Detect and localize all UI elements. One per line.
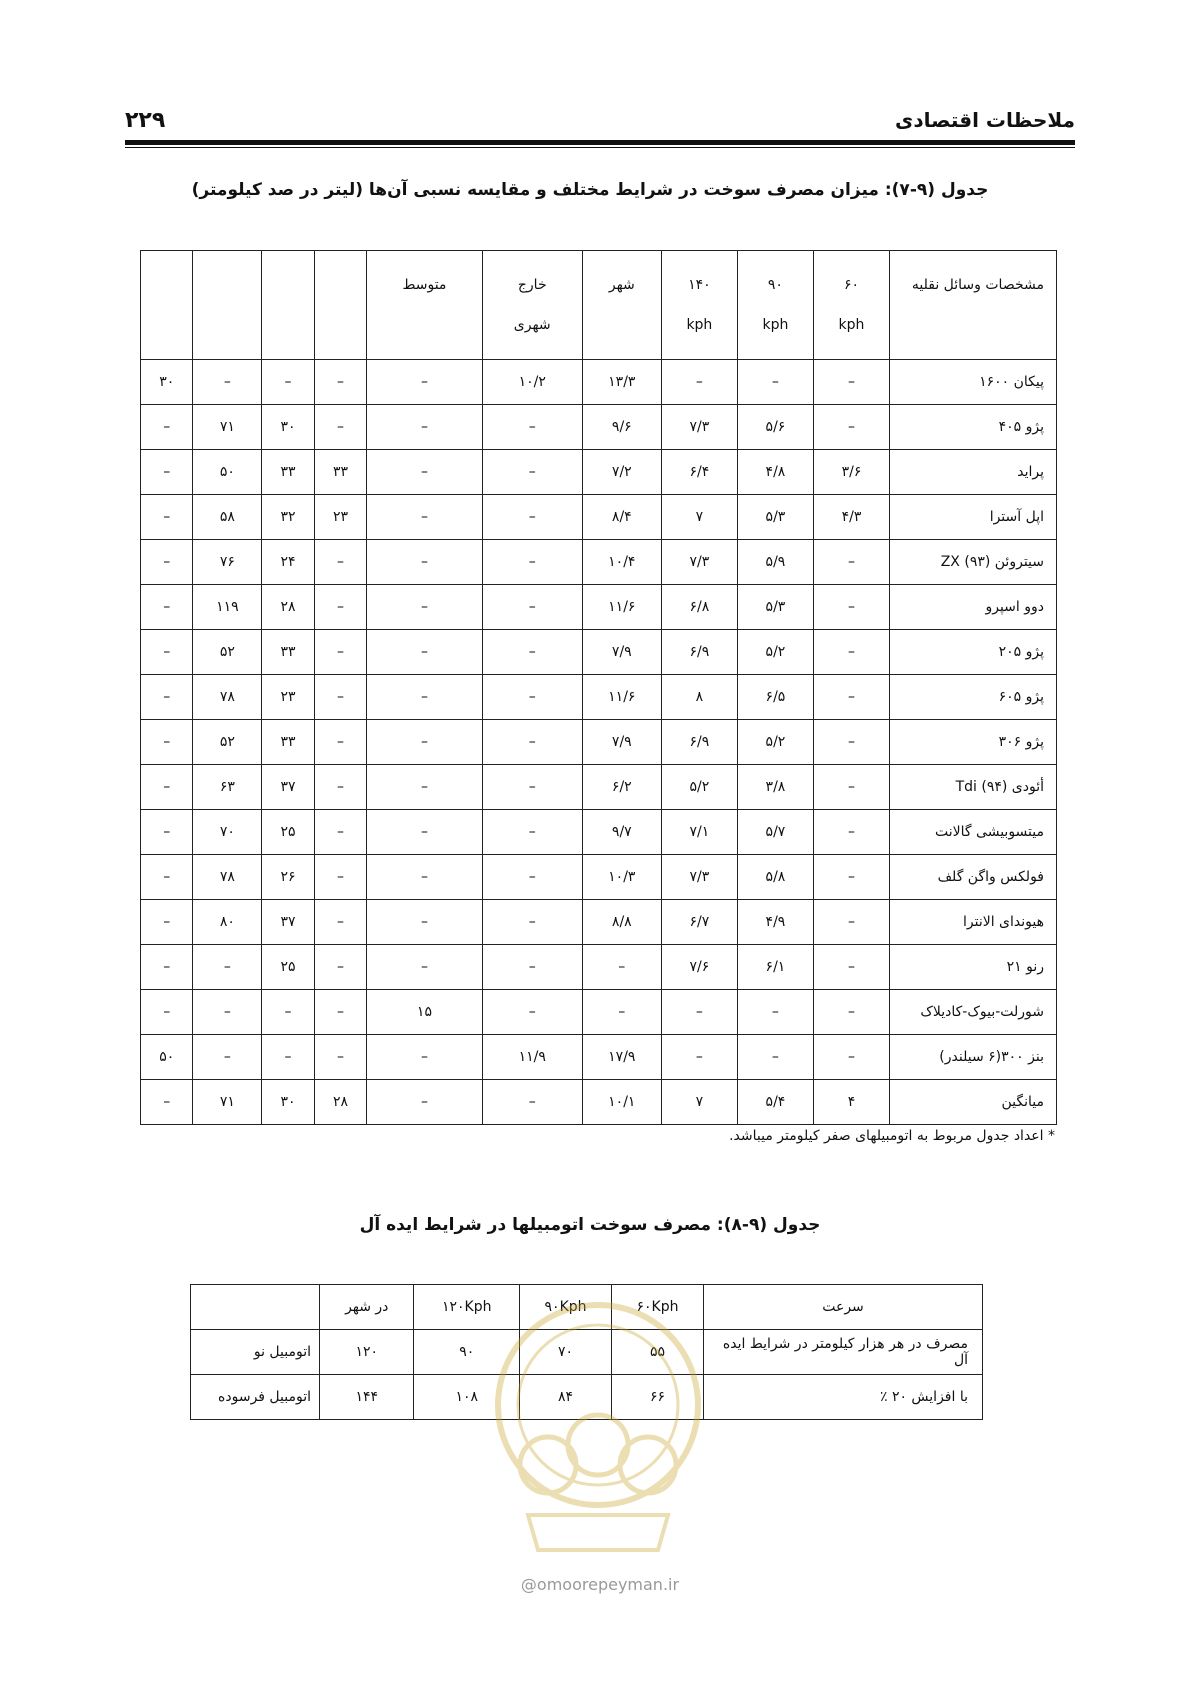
value-cell: ۸ [661,675,737,720]
condition-cell: مصرف در هر هزار کیلومتر در شرایط ایده آل [704,1330,983,1375]
value-cell: – [193,990,262,1035]
value-cell: ۶/۱ [737,945,813,990]
value-cell: – [367,765,483,810]
value-cell: ۹/۷ [582,810,661,855]
table1-header-cell [314,251,366,360]
table-row [141,495,1057,540]
value-cell: – [482,720,582,765]
value-cell: ۶/۹ [661,630,737,675]
value-cell: – [482,810,582,855]
value-cell: – [367,1035,483,1080]
value-cell: – [813,855,889,900]
value-cell: ۲۵ [262,810,314,855]
value-cell: ۳۳ [314,450,366,495]
value-cell: – [813,810,889,855]
value-cell: ۱۵ [367,990,483,1035]
value-cell: ۲۵ [262,945,314,990]
value-cell: – [314,540,366,585]
value-cell: ۷/۶ [661,945,737,990]
value-cell: – [141,990,193,1035]
value-cell: ۷۱ [193,1080,262,1125]
value-cell: – [367,810,483,855]
value-cell: – [813,585,889,630]
running-title: ملاحظات اقتصادی [895,108,1075,132]
value-cell: – [141,720,193,765]
value-cell: ۱۰/۱ [582,1080,661,1125]
value-cell: – [262,360,314,405]
value-cell: ۳۳ [262,720,314,765]
table1-header-cell: ۹۰ kph [737,251,813,360]
value-cell: ۲۳ [262,675,314,720]
value-cell: ۴/۸ [737,450,813,495]
value-cell: – [141,1080,193,1125]
value-cell: ۶/۸ [661,585,737,630]
value-cell: – [482,585,582,630]
value-cell: – [367,360,483,405]
value-cell: ۲۶ [262,855,314,900]
value-cell: ۷/۲ [582,450,661,495]
value-cell: ۷۶ [193,540,262,585]
value-cell: ۳۲ [262,495,314,540]
value-cell: – [813,765,889,810]
vehicle-name-cell: پژو ۳۰۶ [890,720,1057,765]
table-row [141,405,1057,450]
value-cell: ۳۰ [262,405,314,450]
value-cell: – [661,990,737,1035]
table2-header-cell: در شهر [320,1285,414,1330]
value-cell: ۳۰ [262,1080,314,1125]
value-cell: – [582,990,661,1035]
value-cell: – [141,405,193,450]
value-cell: ۳۳ [262,450,314,495]
value-cell: – [482,990,582,1035]
value-cell: ۴/۳ [813,495,889,540]
table-row [141,945,1057,990]
value-cell: ۱۰/۲ [482,360,582,405]
value-cell: ۵/۳ [737,585,813,630]
value-cell: – [314,675,366,720]
value-cell: ۱۲۰ [320,1330,414,1375]
vehicle-name-cell: سیتروئن ZX (۹۳) [890,540,1057,585]
value-cell: – [582,945,661,990]
value-cell: – [367,855,483,900]
value-cell: – [367,405,483,450]
value-cell: ۶/۷ [661,900,737,945]
value-cell: – [813,990,889,1035]
value-cell: – [141,900,193,945]
value-cell: ۳۷ [262,765,314,810]
value-cell: – [367,1080,483,1125]
value-cell: – [661,1035,737,1080]
table1-header-cell: شهر [582,251,661,360]
value-cell: ۷/۳ [661,405,737,450]
table1-header-cell: خارج شهری [482,251,582,360]
vehicle-name-cell: پژو ۴۰۵ [890,405,1057,450]
vehicle-name-cell: میتسوبیشی گالانت [890,810,1057,855]
value-cell: ۷/۹ [582,630,661,675]
vehicle-name-cell: پژو ۶۰۵ [890,675,1057,720]
value-cell: ۲۳ [314,495,366,540]
value-cell: – [367,720,483,765]
value-cell: – [141,675,193,720]
value-cell: – [813,630,889,675]
value-cell: – [141,585,193,630]
value-cell: ۷۱ [193,405,262,450]
table-row [141,585,1057,630]
header-rule [125,140,1075,145]
vehicle-name-cell: هیوندای الانترا [890,900,1057,945]
value-cell: – [813,540,889,585]
value-cell: – [314,585,366,630]
value-cell: – [141,855,193,900]
table1-header-cell [262,251,314,360]
value-cell: – [482,1080,582,1125]
value-cell: – [482,450,582,495]
value-cell: ۱۱/۶ [582,675,661,720]
value-cell: ۱۳/۳ [582,360,661,405]
vehicle-name-cell: پژو ۲۰۵ [890,630,1057,675]
value-cell: ۵۰ [141,1035,193,1080]
value-cell: ۷۸ [193,675,262,720]
value-cell: ۷/۹ [582,720,661,765]
table-row [141,450,1057,495]
value-cell: ۵/۳ [737,495,813,540]
value-cell: ۵/۲ [661,765,737,810]
table-row [141,990,1057,1035]
value-cell: ۵/۹ [737,540,813,585]
page-header [125,108,1075,138]
value-cell: – [367,540,483,585]
table-row [141,360,1057,405]
table2-caption: جدول (۹-۸): مصرف سوخت اتومبیلها در شرایط ایده آل [359,1215,821,1235]
value-cell: – [737,1035,813,1080]
vehicle-name-cell: پیکان ۱۶۰۰ [890,360,1057,405]
table-row [141,855,1057,900]
value-cell: – [314,405,366,450]
table1-header-row [141,251,1057,360]
value-cell: – [367,585,483,630]
value-cell: ۱۱/۶ [582,585,661,630]
value-cell: ۸/۴ [582,495,661,540]
value-cell: ۶/۲ [582,765,661,810]
value-cell: ۴ [813,1080,889,1125]
value-cell: – [367,630,483,675]
value-cell: – [813,945,889,990]
table-row [141,630,1057,675]
value-cell: – [482,765,582,810]
value-cell: – [813,720,889,765]
value-cell: ۱۱/۹ [482,1035,582,1080]
value-cell: – [482,855,582,900]
value-cell: – [314,720,366,765]
value-cell: ۵/۷ [737,810,813,855]
value-cell: – [193,1035,262,1080]
value-cell: ۹/۶ [582,405,661,450]
value-cell: – [661,360,737,405]
table-row [141,540,1057,585]
value-cell: – [813,405,889,450]
value-cell: ۷۸ [193,855,262,900]
value-cell: – [367,900,483,945]
value-cell: ۱۴۴ [320,1375,414,1420]
value-cell: – [314,900,366,945]
value-cell: – [813,1035,889,1080]
value-cell: – [193,945,262,990]
vehicle-name-cell: فولکس واگن گلف [890,855,1057,900]
value-cell: – [141,945,193,990]
value-cell: – [193,360,262,405]
condition-cell: با افزایش ۲۰ ٪ [704,1375,983,1420]
value-cell: ۲۴ [262,540,314,585]
value-cell: ۵۵ [612,1330,704,1375]
value-cell: – [482,630,582,675]
watermark-url: @omoorepeyman.ir [520,1575,680,1594]
vehicle-name-cell: اپل آسترا [890,495,1057,540]
value-cell: ۵/۲ [737,720,813,765]
table-row [141,720,1057,765]
value-cell: – [141,540,193,585]
value-cell: ۳۰ [141,360,193,405]
table-row [141,810,1057,855]
value-cell: ۴/۹ [737,900,813,945]
value-cell: – [482,405,582,450]
vehicle-name-cell: شورلت-بیوک-کادیلاک [890,990,1057,1035]
table1-header-cell: مشخصات وسائل نقلیه [890,251,1057,360]
vehicle-name-cell: أئودی Tdi (۹۴) [890,765,1057,810]
table2-header-cell: ۱۲۰Kph [414,1285,520,1330]
value-cell: – [314,810,366,855]
value-cell: – [262,1035,314,1080]
value-cell: – [314,1035,366,1080]
value-cell: – [314,630,366,675]
value-cell: – [141,630,193,675]
value-cell: ۸/۸ [582,900,661,945]
value-cell: – [367,450,483,495]
table-row [141,1080,1057,1125]
value-cell: – [813,900,889,945]
value-cell: ۳۷ [262,900,314,945]
fuel-consumption-table [140,250,1057,1125]
table1-footnote: * اعداد جدول مربوط به اتومبیلهای صفر کیلومتر میباشد. [729,1128,1055,1144]
value-cell: – [314,990,366,1035]
value-cell: – [141,810,193,855]
publisher-seal-watermark [488,1295,708,1565]
value-cell: ۱۱۹ [193,585,262,630]
value-cell: ۲۸ [262,585,314,630]
value-cell: – [482,540,582,585]
table1-header-cell [141,251,193,360]
value-cell: – [482,900,582,945]
value-cell: ۱۰/۴ [582,540,661,585]
table1-header-cell [193,251,262,360]
value-cell: ۵/۴ [737,1080,813,1125]
page-number: ۲۲۹ [125,108,166,133]
vehicle-name-cell: رنو ۲۱ [890,945,1057,990]
vehicle-type-cell: اتومبیل نو [191,1330,320,1375]
value-cell: ۱۰/۳ [582,855,661,900]
value-cell: – [367,495,483,540]
vehicle-name-cell: دوو اسپرو [890,585,1057,630]
table2-header-cell: ۹۰Kph [520,1285,612,1330]
header-rule-thin [125,147,1075,148]
value-cell: ۷/۳ [661,540,737,585]
vehicle-name-cell: میانگین [890,1080,1057,1125]
value-cell: ۵/۲ [737,630,813,675]
value-cell: ۵/۶ [737,405,813,450]
value-cell: ۱۰۸ [414,1375,520,1420]
value-cell: ۳/۸ [737,765,813,810]
value-cell: ۷ [661,1080,737,1125]
value-cell: ۱۷/۹ [582,1035,661,1080]
value-cell: ۳۳ [262,630,314,675]
value-cell: – [314,360,366,405]
value-cell: ۶/۴ [661,450,737,495]
value-cell: – [314,765,366,810]
value-cell: ۵۲ [193,720,262,765]
value-cell: ۶۶ [612,1375,704,1420]
value-cell: – [813,360,889,405]
table1-caption: جدول (۹-۷): میزان مصرف سوخت در شرایط مختلف و مقایسه نسبی آن‌ها (لیتر در صد کیلومتر) [191,180,989,200]
value-cell: – [482,945,582,990]
vehicle-name-cell: بنز ۳۰۰(۶ سیلندر) [890,1035,1057,1080]
vehicle-type-cell: اتومبیل فرسوده [191,1375,320,1420]
value-cell: – [141,450,193,495]
value-cell: – [737,990,813,1035]
value-cell: – [367,945,483,990]
value-cell: ۹۰ [414,1330,520,1375]
value-cell: – [813,675,889,720]
table2-header-cell: ۶۰Kph [612,1285,704,1330]
table1-header-cell: ۱۴۰ kph [661,251,737,360]
value-cell: – [482,675,582,720]
table-row [141,1035,1057,1080]
value-cell: ۲۸ [314,1080,366,1125]
value-cell: – [141,765,193,810]
value-cell: – [737,360,813,405]
value-cell: ۷/۱ [661,810,737,855]
table-row [141,765,1057,810]
table2-header-cell [191,1285,320,1330]
value-cell: ۳/۶ [813,450,889,495]
value-cell: – [314,945,366,990]
value-cell: ۵/۸ [737,855,813,900]
value-cell: ۷/۳ [661,855,737,900]
value-cell: ۶/۹ [661,720,737,765]
value-cell: – [482,495,582,540]
value-cell: – [314,855,366,900]
value-cell: – [262,990,314,1035]
value-cell: ۶/۵ [737,675,813,720]
value-cell: ۵۸ [193,495,262,540]
vehicle-name-cell: پراید [890,450,1057,495]
value-cell: ۸۰ [193,900,262,945]
value-cell: – [141,495,193,540]
value-cell: ۵۰ [193,450,262,495]
value-cell: ۷۰ [193,810,262,855]
table2-header-cell: سرعت [704,1285,983,1330]
value-cell: – [367,675,483,720]
table1-header-cell: متوسط [367,251,483,360]
value-cell: ۸۴ [520,1375,612,1420]
value-cell: ۶۳ [193,765,262,810]
value-cell: ۵۲ [193,630,262,675]
value-cell: ۷۰ [520,1330,612,1375]
table1-header-cell: ۶۰ kph [813,251,889,360]
value-cell: ۷ [661,495,737,540]
table-row [141,675,1057,720]
table-row [141,900,1057,945]
